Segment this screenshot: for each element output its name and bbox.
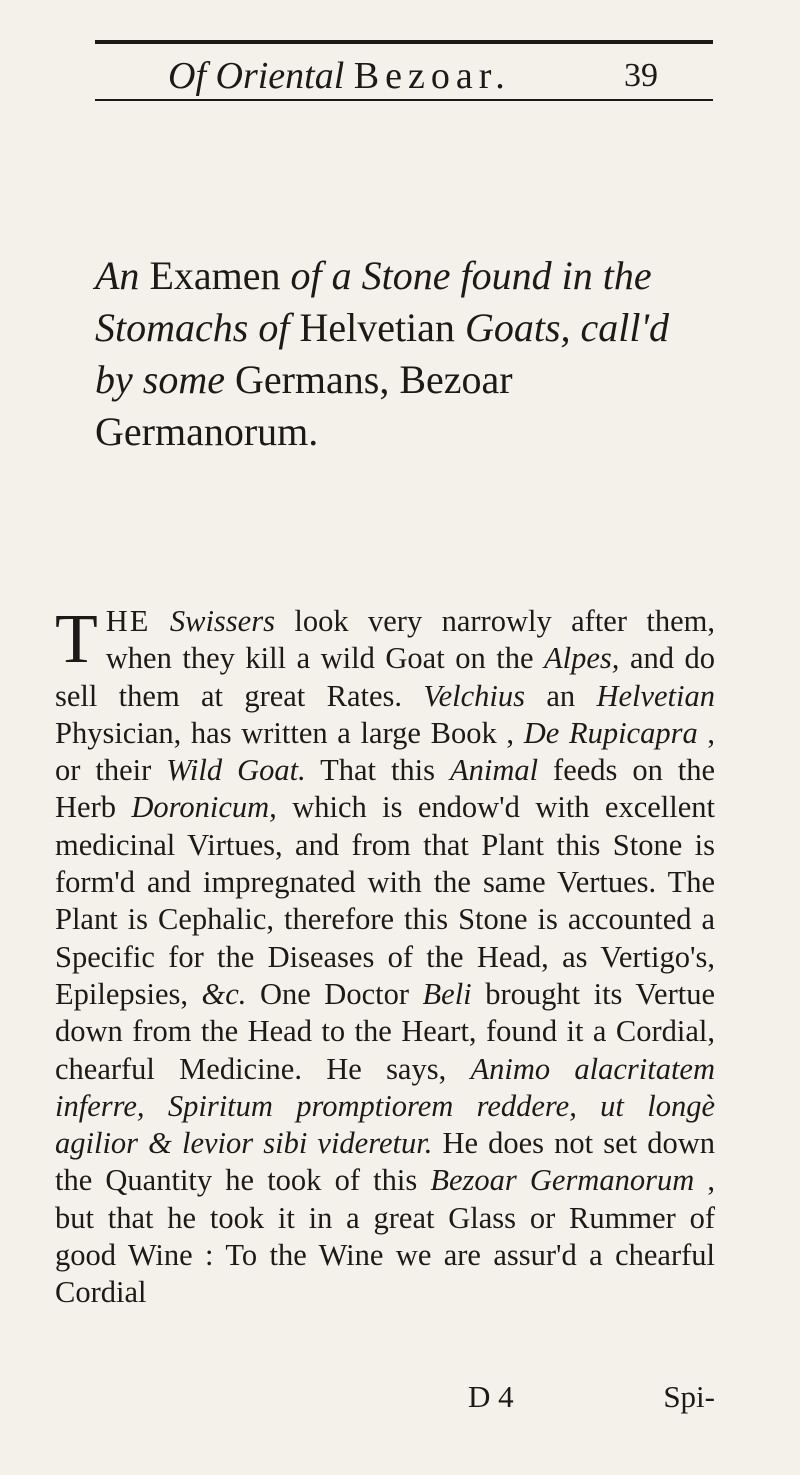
body-span: He does not set down the Quantity he took of this [55, 1126, 716, 1198]
body-span: That this [320, 753, 436, 788]
running-title-italic: Of Oriental [168, 55, 345, 97]
body-span: feeds on the Herb [55, 753, 716, 825]
body-span: &c. [201, 976, 247, 1011]
body-span: Helvetian [596, 678, 715, 713]
heading-part: Goats, call'd by some [95, 305, 670, 402]
body-span: Alpes, [544, 641, 620, 676]
page-number: 39 [624, 57, 658, 94]
body-span: Swissers [169, 604, 275, 638]
drop-cap: T [55, 601, 98, 678]
signature-mark: D 4 [468, 1379, 514, 1414]
body-span: HE [105, 604, 151, 638]
running-title-caps: Bezoar. [353, 55, 511, 97]
body-span: Wild Goat. [166, 753, 306, 788]
body-span: an [546, 678, 576, 713]
body-span: Beli [422, 976, 472, 1011]
body-span: Animal [449, 753, 539, 788]
body-span: brought its Vertue down from the Head to the Heart, found it a Cordial, chearful Medicine. He says, [55, 976, 715, 1086]
heading-part: of a Stone found in the Stomachs of [95, 253, 652, 350]
body-span: Animo alacritatem inferre, Spiritum promptiorem reddere, ut longè agilior & levior sibi videretur. [55, 1051, 715, 1161]
body-span: , or their [55, 715, 716, 788]
section-heading [95, 250, 715, 458]
heading-part: Germans, Bezoar Germanorum. [95, 357, 513, 454]
catchword: Spi- [663, 1379, 715, 1414]
body-span: and do sell them at great Rates. [55, 641, 716, 713]
body-span: Bezoar Germanorum [430, 1163, 695, 1198]
running-head [168, 48, 658, 104]
body-span: Doronicum, [131, 790, 277, 825]
heading-part: Examen [149, 253, 281, 298]
header-rule [95, 99, 713, 101]
body-span: Velchius [423, 678, 525, 713]
body-span: , but that he took it in a great Glass or Rummer of good Wine : To the Wine we are assur'd a chearful Cordial [55, 1163, 715, 1310]
body-span: Physician, has written a large Book , [55, 715, 515, 750]
heading-part: Helvetian [299, 305, 455, 350]
body-span: which is endow'd with excellent medicinal Virtues, and from that Plant this Stone is form'd and impregnated with the same Vertues. The Plant is Cephalic, therefore this Stone is accounted a Specific for the Diseases of the Head, as Vertigo's, Epilepsies, [55, 790, 715, 1011]
body-span: One Doctor [259, 976, 409, 1011]
body-span: look very narrowly after them, when they kill a wild Goat on the [105, 604, 716, 676]
body-paragraph [55, 603, 715, 1312]
heading-part: An [95, 253, 140, 298]
body-span: De Rupicapra [523, 715, 698, 750]
footer-line [55, 1377, 715, 1417]
top-rule [95, 40, 713, 44]
